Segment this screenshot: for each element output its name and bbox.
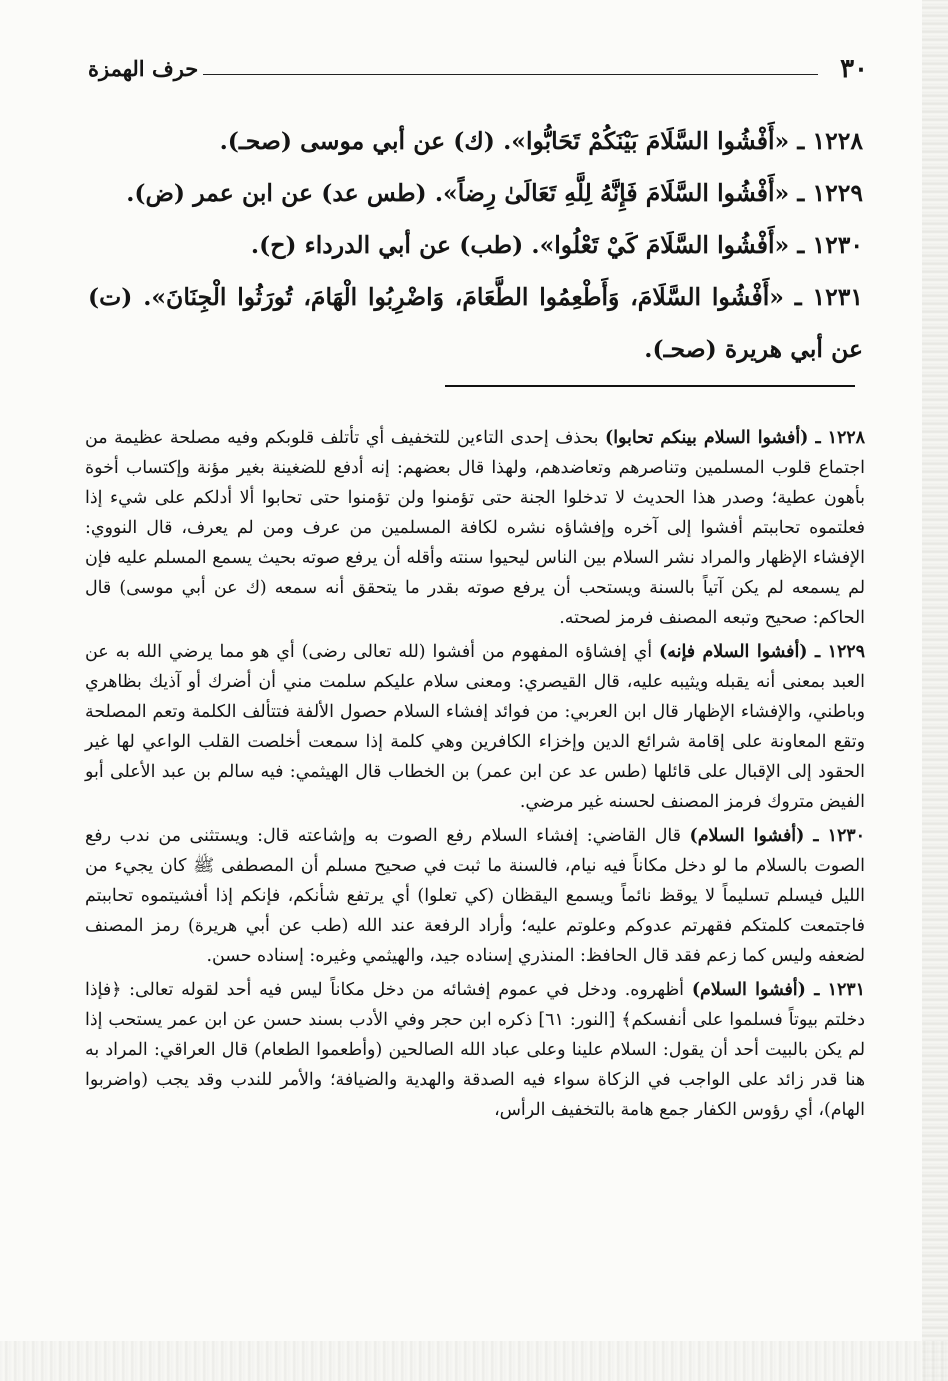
commentary-paragraph: ١٢٣١ ـ (أفشوا السلام) أظهروه. ودخل في عموم إفشائه من دخل مكاناً ليس فيه أحد لقوله تعالى: ﴿فإذا دخلتم بيوتاً فسلموا على أنفسكم﴾ [النور: ٦١] ذكره ابن حجر وفي الأدب بسند حسن عن ابن عمر يستحب إذا لم يكن بالبيت أحد أن يقول: السلام علينا وعلى عباد الله الصالحين (وأطعموا الطعام) قال العراقي: المراد به هنا قدر زائد على الواجب في الزكاة سواء فيه الصدقة والهدية والضيافة؛ والأمر للندب وقد يجب (واضربوا الهام)، أي رؤوس الكفار جمع هامة بالتخفيف الرأس، [85, 980, 865, 1120]
page-edge-right [922, 0, 948, 1381]
commentary-number: ١٢٢٨ [827, 428, 865, 448]
hadith-entry: ١٢٢٩ ـ «أَفْشُوا السَّلَامَ فَإِنَّهُ لِلَّهِ تَعَالَىٰ رِضاً». (طس عد) عن ابن عمر (ض). [126, 179, 863, 207]
commentary-lead: (أفشوا السلام) [691, 980, 806, 1000]
commentary-text: بحذف إحدى التاءين للتخفيف أي تأتلف قلوبكم وفيه مصلحة عظيمة من اجتماع قلوب المسلمين وتناصرهم وتعاضدهم، ولهذا قال بعضهم: إنه أدفع للضغينة بغير مؤنة وإكتساب أخوة بأهون عطية؛ وصدر هذا الحديث لا تدخلوا الجنة حتى تؤمنوا ولن تؤمنوا حتى تحابوا ألا أدلكم على شيء إذا فعلتموه تحاببتم أفشوا إلى آخره وإفشاؤه نشره لكافة المسلمين من عرف ومن لم يعرف، قال النووي: الإفشاء الإظهار والمراد نشر السلام بين الناس ليحيوا سنته وأقله أن يرفع صوته بحيث يسمع المسلم عليه فإن لم يسمعه لم يكن آتياً بالسنة ويستحب أن يرفع صوته بقدر ما يتحقق أنه سمعه (ك عن أبي موسى) قال الحاكم: صحيح وتبعه المصنف فرمز لصحته. [85, 428, 865, 628]
hadith-entry: ١٢٣٠ ـ «أَفْشُوا السَّلَامَ كَيْ تَعْلُوا». (طب) عن أبي الدرداء (ح). [250, 231, 863, 259]
hadith-text: «أَفْشُوا السَّلَامَ، وَأَطْعِمُوا الطَّعَامَ، وَاضْرِبُوا الْهَامَ، تُورَثُوا الْجِنَانَ». (ت) عن أبي هريرة (صحـ). [88, 283, 863, 363]
commentary-paragraph: ١٢٢٨ ـ (أفشوا السلام بينكم تحابوا) بحذف إحدى التاءين للتخفيف أي تأتلف قلوبكم وفيه مصلحة عظيمة من اجتماع قلوب المسلمين وتناصرهم وتعاضدهم، ولهذا قال بعضهم: إنه أدفع للضغينة بغير مؤنة وإكتساب أخوة بأهون عطية؛ وصدر هذا الحديث لا تدخلوا الجنة حتى تؤمنوا ولن تؤمنوا حتى تحابوا ألا أدلكم على شيء إذا فعلتموه تحاببتم أفشوا إلى آخره وإفشاؤه نشره لكافة المسلمين من عرف ومن لم يعرف، قال النووي: الإفشاء الإظهار والمراد نشر السلام بين الناس ليحيوا سنته وأقله أن يرفع صوته بحيث يسمع المسلم عليه فإن لم يسمعه لم يكن آتياً بالسنة ويستحب أن يرفع صوته بقدر ما يتحقق أنه سمعه (ك عن أبي موسى) قال الحاكم: صحيح وتبعه المصنف فرمز لصحته. [85, 428, 865, 628]
commentary-text: قال القاضي: إفشاء السلام رفع الصوت به وإشاعته قال: ويستثنى من ندب رفع الصوت بالسلام ما لو دخل مكاناً فيه نيام، فالسنة ما ثبت في صحيح مسلم أن المصطفى ﷺ كان يجيء من الليل فيسلم تسليماً لا يوقظ نائماً ويسمع اليقظان (كي تعلوا) أي يرتفع شأنكم، فإنكم إذا أفشيتموه تحاببتم فاجتمعت كلمتكم فقهرتم عدوكم وعلوتم عليه؛ وأراد الرفعة عند الله (طب عن أبي هريرة) رمز المصنف لضعفه وليس كما زعم فقد قال الحافظ: المنذري إسناده جيد، والهيثمي وغيره: إسناده حسن. [85, 826, 865, 966]
commentary-lead: (أفشوا السلام بينكم تحابوا) [604, 428, 809, 448]
commentary-number: ١٢٣١ [827, 980, 865, 1000]
hadith-text: «أَفْشُوا السَّلَامَ بَيْنَكُمْ تَحَابُّوا». (ك) عن أبي موسى (صحـ). [219, 127, 790, 155]
commentary-text: أظهروه. ودخل في عموم إفشائه من دخل مكاناً ليس فيه أحد لقوله تعالى: ﴿فإذا دخلتم بيوتاً فسلموا على أنفسكم﴾ [النور: ٦١] ذكره ابن حجر وفي الأدب بسند حسن عن ابن عمر يستحب إذا لم يكن بالبيت أحد أن يقول: السلام علينا وعلى عباد الله الصالحين (وأطعموا الطعام) قال العراقي: المراد به هنا قدر زائد على الواجب في الزكاة سواء فيه الصدقة والهدية والضيافة؛ والأمر للندب وقد يجب (واضربوا الهام)، أي رؤوس الكفار جمع هامة بالتخفيف الرأس، [85, 980, 865, 1120]
page-edge-bottom [0, 1341, 948, 1381]
hadith-number: ١٢٢٨ [812, 127, 863, 155]
commentary-number: ١٢٢٩ [827, 642, 865, 662]
hadith-text: «أَفْشُوا السَّلَامَ فَإِنَّهُ لِلَّهِ تَعَالَىٰ رِضاً». (طس عد) عن ابن عمر (ض). [126, 179, 790, 207]
running-title: حرف الهمزة [88, 56, 199, 81]
hadith-number: ١٢٣١ [812, 283, 863, 311]
header-rule [203, 74, 818, 75]
commentary-section [85, 423, 865, 1129]
commentary-number: ١٢٣٠ [827, 826, 865, 846]
footnote-separator [445, 385, 855, 387]
hadith-texts [88, 115, 863, 375]
commentary-lead: (أفشوا السلام فإنه) [659, 642, 808, 662]
commentary-paragraph: ١٢٣٠ ـ (أفشوا السلام) قال القاضي: إفشاء السلام رفع الصوت به وإشاعته قال: ويستثنى من ندب رفع الصوت بالسلام ما لو دخل مكاناً فيه نيام، فالسنة ما ثبت في صحيح مسلم أن المصطفى ﷺ كان يجيء من الليل فيسلم تسليماً لا يوقظ نائماً ويسمع اليقظان (كي تعلوا) أي يرتفع شأنكم، فإنكم إذا أفشيتموه تحاببتم فاجتمعت كلمتكم فقهرتم عدوكم وعلوتم عليه؛ وأراد الرفعة عند الله (طب عن أبي هريرة) رمز المصنف لضعفه وليس كما زعم فقد قال الحافظ: المنذري إسناده جيد، والهيثمي وغيره: إسناده حسن. [85, 826, 865, 966]
commentary-lead: (أفشوا السلام) [689, 826, 805, 846]
hadith-number: ١٢٣٠ [812, 231, 863, 259]
commentary-text: أي إفشاؤه المفهوم من أفشوا (لله تعالى رضى) أي هو مما يرضي الله به عن العبد بمعنى أنه يقبله ويثيبه عليه، قال القيصري: ومعنى سلام عليكم سلمت مني أن أضرك أو آذيك بظاهري وباطني، والإفشاء الإظهار قال ابن العربي: من فوائد إفشاء السلام حصول الألفة فتتألف الكلمة وتعم المصلحة وتقع المعاونة على إقامة شرائع الدين وإخزاء الكافرين وهي كلمة إذا سمعت أخلصت القلب الواعي لها غير الحقود إلى الإقبال على قائلها (طس عد عن ابن عمر) بن الخطاب قال الهيثمي: فيه سالم بن عبد الأعلى أبو الفيض متروك فرمز المصنف لحسنه غير مرضي. [85, 642, 865, 812]
hadith-text: «أَفْشُوا السَّلَامَ كَيْ تَعْلُوا». (طب) عن أبي الدرداء (ح). [250, 231, 790, 259]
page-number: ٣٠ [840, 54, 868, 84]
commentary-paragraph: ١٢٢٩ ـ (أفشوا السلام فإنه) أي إفشاؤه المفهوم من أفشوا (لله تعالى رضى) أي هو مما يرضي الله به عن العبد بمعنى أنه يقبله ويثيبه عليه، قال القيصري: ومعنى سلام عليكم سلمت مني أن أضرك أو آذيك بظاهري وباطني، والإفشاء الإظهار قال ابن العربي: من فوائد إفشاء السلام حصول الألفة فتتألف الكلمة وتعم المصلحة وتقع المعاونة على إقامة شرائع الدين وإخزاء الكافرين وهي كلمة إذا سمعت أخلصت القلب الواعي لها غير الحقود إلى الإقبال على قائلها (طس عد عن ابن عمر) بن الخطاب قال الهيثمي: فيه سالم بن عبد الأعلى أبو الفيض متروك فرمز المصنف لحسنه غير مرضي. [85, 642, 865, 812]
hadith-entry: ١٢٢٨ ـ «أَفْشُوا السَّلَامَ بَيْنَكُمْ تَحَابُّوا». (ك) عن أبي موسى (صحـ). [219, 127, 863, 155]
hadith-entry: ١٢٣١ ـ «أَفْشُوا السَّلَامَ، وَأَطْعِمُوا الطَّعَامَ، وَاضْرِبُوا الْهَامَ، تُورَثُوا الْجِنَانَ». (ت) عن أبي هريرة (صحـ). [88, 283, 863, 363]
hadith-number: ١٢٢٩ [812, 179, 863, 207]
page-header [88, 54, 868, 88]
